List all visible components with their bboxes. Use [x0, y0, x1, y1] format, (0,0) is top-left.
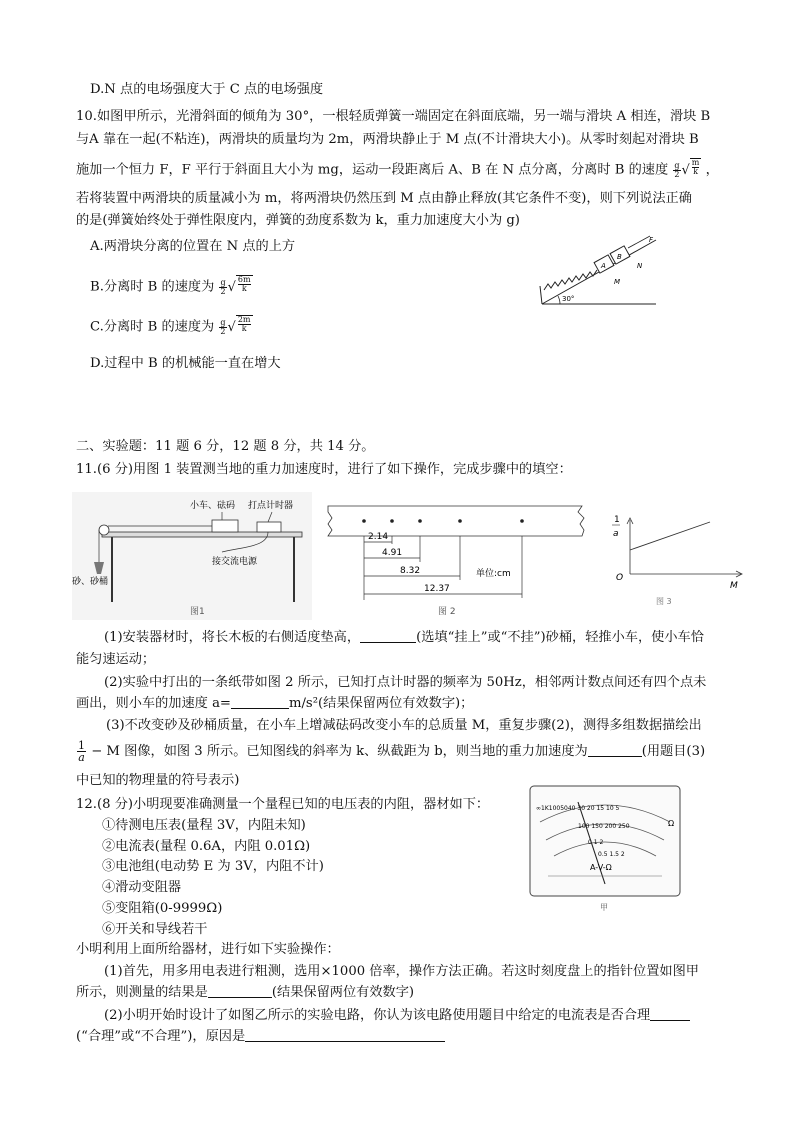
dot-3 — [458, 519, 462, 523]
dot-1 — [390, 519, 394, 523]
unit-label: 单位:cm — [476, 569, 511, 579]
y-den: a — [613, 529, 619, 539]
label-m: M — [614, 278, 621, 286]
q11-figure-3 — [608, 508, 748, 616]
label-a: A — [601, 262, 606, 270]
q12-p1-text2: (结果保留两位有效数字) — [271, 985, 415, 1000]
dot-4 — [520, 519, 524, 523]
option-b-text: B.分离时 B 的速度为 — [90, 279, 215, 295]
scale-mid: 100 150 200 250 — [578, 823, 630, 830]
q10-line3-text: 施加一个恒力 F，F 平行于斜面且大小为 mg，运动一段距离后 A、B 在 N 点分离，分离时 B 的速度 — [76, 162, 669, 178]
q10-line5: 的是(弹簧始终处于弹性限度内，弹簧的劲度系数为 k，重力加速度大小为 g) — [76, 213, 520, 228]
bucket-label: 砂、砂桶 — [72, 577, 109, 587]
q12-p1-text: 所示，则测量的结果是 — [76, 985, 208, 1000]
q12-stem: 12.(8 分)小明现要准确测量一个量程已知的电压表的内阻，器材如下： — [76, 797, 490, 812]
q12-blank-1[interactable] — [208, 983, 272, 998]
table-top — [102, 532, 302, 537]
force-arrow — [628, 236, 650, 248]
q11-p3-text: − M 图像，如图 3 所示。已知图线的斜率为 k、纵截距为 b，则当地的重力加速度为 — [87, 744, 588, 759]
label-n: N — [637, 262, 643, 270]
option-c-text: C.分离时 B 的速度为 — [90, 319, 215, 335]
cart-icon — [212, 520, 238, 532]
option-b-sqrt: √ $\frac{6m}{k}$ — [227, 275, 251, 295]
q12-part1: (1)首先，用多用电表进行粗测，选用×1000 倍率，操作方法正确。若这时刻度盘上的指针位置如图甲 — [104, 964, 699, 979]
q12-intro: 小明利用上面所给器材，进行如下实验操作： — [76, 942, 340, 957]
option-c-fraction — [219, 319, 226, 336]
q12-part2 — [104, 1006, 690, 1026]
q11-blank-2[interactable] — [231, 694, 289, 709]
frac-den: a — [78, 751, 85, 764]
scale-top: ∞1K1005040 30 20 15 10 5 — [536, 805, 620, 812]
q10-velocity-sqrt: √ $\frac{m}{k}$ — [681, 158, 700, 178]
rad-num: 2m — [237, 315, 251, 324]
q11-p2-text: 画出，则小车的加速度 a= — [76, 696, 231, 711]
timer-icon — [257, 522, 281, 532]
graph-line — [630, 522, 710, 550]
q11-part2: (2)实验中打出的一条纸带如图 2 所示，已知打点计时器的频率为 50Hz，相邻两计数点间还有四个点未 — [104, 675, 707, 690]
q10-option-a: A.两滑块分离的位置在 N 点的上方 — [90, 239, 296, 254]
q12-item-5: ⑤变阻箱(0-9999Ω) — [102, 901, 223, 916]
q11-part3-end: 中已知的物理量的符号表示) — [76, 773, 240, 788]
paper-tape — [328, 506, 584, 536]
rad-den: k — [693, 167, 699, 176]
q10-line2: 与A 靠在一起(不粘连)，两滑块的质量均为 2m，两滑块静止于 M 点(不计滑块大小)。从零时刻起对滑块 B — [76, 132, 699, 147]
frac-den: 2 — [220, 286, 226, 296]
dot-2 — [418, 519, 422, 523]
q11-part1-cont: 能匀速运动； — [76, 652, 156, 667]
frac-num: g — [220, 317, 226, 327]
option-c-sqrt: √ $\frac{2m}{k}$ — [227, 315, 251, 335]
spring-icon — [544, 270, 597, 290]
q10-option-b — [90, 275, 253, 299]
wall-line — [540, 286, 542, 304]
angle-label: 30° — [562, 295, 575, 303]
q11-part2-cont — [76, 694, 473, 714]
frac-den: 2 — [674, 169, 680, 179]
q11-part1 — [104, 628, 704, 648]
q11-stem: 11.(6 分)用图 1 装置测当地的重力加速度时，进行了如下操作，完成步骤中的填空： — [76, 462, 572, 477]
scale-bot: 0.5 1.5 2 — [598, 851, 625, 858]
frac-den: 2 — [220, 326, 226, 336]
q12-p2-text: (2)小明开始时设计了如图乙所示的实验电路，你认为该电路使用题目中给定的电流表是否合理 — [104, 1008, 651, 1023]
label-f: F — [649, 236, 654, 244]
q12-blank-3[interactable] — [245, 1027, 445, 1042]
q12-part2-cont — [76, 1027, 445, 1047]
fig1-background — [72, 492, 312, 620]
option-b-fraction — [219, 279, 226, 296]
timer-label: 打点计时器 — [248, 501, 294, 511]
incline-figure — [530, 230, 660, 310]
q9-option-d: D.N 点的电场强度大于 C 点的电场强度 — [90, 82, 324, 97]
rad-num: m — [691, 158, 700, 167]
meter-frame — [530, 786, 680, 896]
y-num: 1 — [614, 515, 620, 525]
pulley-icon — [99, 525, 109, 535]
omega-label: Ω — [668, 819, 675, 828]
q11-p1-text2: (选填“挂上”或“不挂”)砂桶，轻推小车，使小车恰 — [416, 630, 704, 645]
dist-2: 4.91 — [382, 548, 403, 558]
q11-part3: (3)不改变砂及砂桶质量，在小车上增减砝码改变小车的总质量 M，重复步骤(2)，测得多组数据描绘出 — [106, 718, 702, 733]
x-label: M — [730, 581, 738, 591]
fig2-caption: 图 2 — [438, 607, 456, 617]
q12-item-1: ①待测电压表(量程 3V，内阻未知) — [102, 818, 306, 833]
q10-option-d: D.过程中 B 的机械能一直在增大 — [90, 356, 281, 371]
rad-den: k — [241, 284, 247, 293]
q11-part3-cont — [76, 740, 705, 763]
meter-caption: 甲 — [600, 903, 608, 912]
rad-num: 6m — [237, 275, 251, 284]
fig3-caption: 图 3 — [656, 597, 672, 606]
q12-item-6: ⑥开关和导线若干 — [102, 922, 208, 937]
q12-blank-2[interactable] — [650, 1006, 690, 1021]
q10-line3-end: ， — [705, 162, 719, 178]
fig1-caption: 图1 — [190, 607, 205, 617]
dist-4: 12.37 — [424, 584, 450, 594]
q11-p2-text2: m/s²(结果保留两位有效数字)； — [288, 696, 474, 711]
q11-figure-2 — [326, 500, 586, 622]
section-title: 二、实验题：11 题 6 分，12 题 8 分，共 14 分。 — [76, 439, 375, 454]
q11-blank-1[interactable] — [360, 628, 416, 643]
frac-num: g — [674, 160, 680, 170]
q11-p1-text: (1)安装器材时，将长木板的右侧适度垫高， — [104, 630, 361, 645]
power-label: 接交流电源 — [212, 557, 258, 567]
frac-num: 1 — [78, 739, 85, 752]
q10-line3 — [76, 158, 719, 182]
frac-num: g — [220, 277, 226, 287]
q12-item-4: ④滑动变阻器 — [102, 880, 182, 895]
q12-item-3: ③电池组(电动势 E 为 3V，内阻不计) — [102, 859, 324, 874]
dot-0 — [362, 519, 366, 523]
label-b: B — [617, 253, 622, 261]
q10-velocity-fraction — [673, 162, 680, 179]
q12-item-2: ②电流表(量程 0.6A，内阻 0.01Ω) — [102, 839, 311, 854]
q12-part1-cont — [76, 983, 414, 1003]
q10-line4: 若将装置中两滑块的质量减小为 m，将两滑块仍然压到 M 点由静止释放(其它条件不变)，则下列说法正确 — [76, 191, 692, 206]
angle-arc — [558, 296, 560, 304]
q11-figure-1 — [72, 492, 312, 620]
multimeter-figure — [528, 784, 684, 914]
q12-p2-text2: (“合理”或“不合理”)，原因是 — [76, 1029, 246, 1044]
face-label: A-V-Ω — [590, 863, 612, 872]
dist-3: 8.32 — [400, 566, 421, 576]
origin-label: O — [616, 573, 624, 583]
rad-den: k — [241, 324, 247, 333]
dist-1: 2.14 — [368, 532, 389, 542]
q11-blank-3[interactable] — [588, 742, 642, 757]
q11-p3-text2: (用题目(3) — [641, 744, 706, 759]
q10-line1: 10.如图甲所示，光滑斜面的倾角为 30°，一根轻质弹簧一端固定在斜面底端，另一端与滑块 A 相连，滑块 B — [76, 109, 711, 124]
q10-option-c — [90, 315, 253, 339]
q11-p3-fraction — [77, 740, 86, 763]
cart-label: 小车、砝码 — [190, 501, 236, 511]
scale-low: 0 1 2 — [588, 839, 604, 846]
